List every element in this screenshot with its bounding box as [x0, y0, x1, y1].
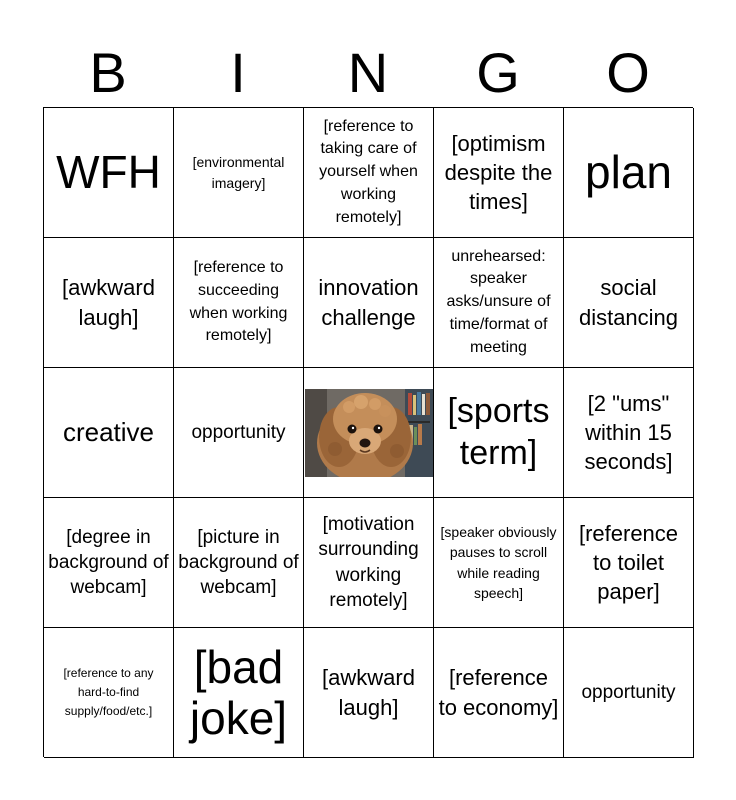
bingo-cell[interactable]: [304, 238, 434, 368]
bingo-cell[interactable]: [44, 498, 174, 628]
bingo-cell[interactable]: [564, 108, 694, 238]
cell-text: innovation challenge: [318, 275, 419, 330]
cell-text: [picture in background of webcam]: [178, 526, 299, 599]
cell-text: social distancing: [578, 275, 679, 330]
cell-text: [environmental imagery]: [192, 154, 285, 191]
cell-text: [speaker obviously pauses to scroll while reading speech]: [440, 523, 557, 601]
cell-text: unrehearsed: speaker asks/unsure of time/format of meeting: [446, 247, 551, 356]
bingo-header: [43, 38, 693, 108]
bingo-cell[interactable]: [174, 108, 304, 238]
bingo-cell[interactable]: [564, 238, 694, 368]
header-letter-i: I: [230, 41, 246, 104]
cell-text: [bad joke]: [189, 640, 288, 744]
bingo-cell[interactable]: [564, 498, 694, 628]
dog-photo-icon: [305, 389, 433, 477]
cell-text: [reference to taking care of yourself when working remotely]: [319, 117, 418, 226]
cell-text: [motivation surrounding working remotely]: [318, 514, 419, 611]
cell-text: [reference to any hard-to-find supply/food/etc.]: [63, 665, 154, 719]
bingo-cell[interactable]: [564, 368, 694, 498]
cell-text: [2 "ums" within 15 seconds]: [584, 390, 673, 475]
header-letter-g: G: [476, 41, 520, 104]
bingo-cell[interactable]: [434, 628, 564, 758]
bingo-cell[interactable]: [44, 108, 174, 238]
cell-text: [sports term]: [447, 392, 550, 472]
cell-text: [degree in background of webcam]: [48, 526, 169, 599]
cell-text: WFH: [56, 146, 161, 199]
header-letter-o: O: [606, 41, 650, 104]
cell-text: [awkward laugh]: [322, 665, 415, 720]
bingo-cell[interactable]: [44, 368, 174, 498]
bingo-cell[interactable]: [434, 498, 564, 628]
free-space-cell[interactable]: [304, 368, 434, 498]
bingo-cell[interactable]: [174, 368, 304, 498]
cell-text: [optimism despite the times]: [444, 130, 553, 215]
bingo-cell[interactable]: [174, 498, 304, 628]
bingo-cell[interactable]: [434, 238, 564, 368]
bingo-cell[interactable]: [564, 628, 694, 758]
cell-text: opportunity: [581, 681, 676, 703]
header-letter-b: B: [89, 41, 127, 104]
bingo-cell[interactable]: [304, 628, 434, 758]
bingo-cell[interactable]: [434, 108, 564, 238]
cell-text: [reference to toilet paper]: [578, 520, 679, 605]
bingo-cell[interactable]: [304, 108, 434, 238]
cell-text: opportunity: [191, 421, 286, 443]
bingo-cell[interactable]: [304, 498, 434, 628]
bingo-grid: [43, 107, 693, 757]
bingo-cell[interactable]: [44, 238, 174, 368]
bingo-cell[interactable]: [434, 368, 564, 498]
cell-text: creative: [62, 416, 155, 447]
bingo-cell[interactable]: [174, 628, 304, 758]
cell-text: [awkward laugh]: [62, 275, 155, 330]
header-letter-n: N: [347, 41, 389, 104]
cell-text: plan: [585, 146, 672, 199]
cell-text: [reference to economy]: [438, 665, 559, 720]
bingo-cell[interactable]: [44, 628, 174, 758]
bingo-cell[interactable]: [174, 238, 304, 368]
cell-text: [reference to succeeding when working remotely]: [189, 259, 288, 345]
